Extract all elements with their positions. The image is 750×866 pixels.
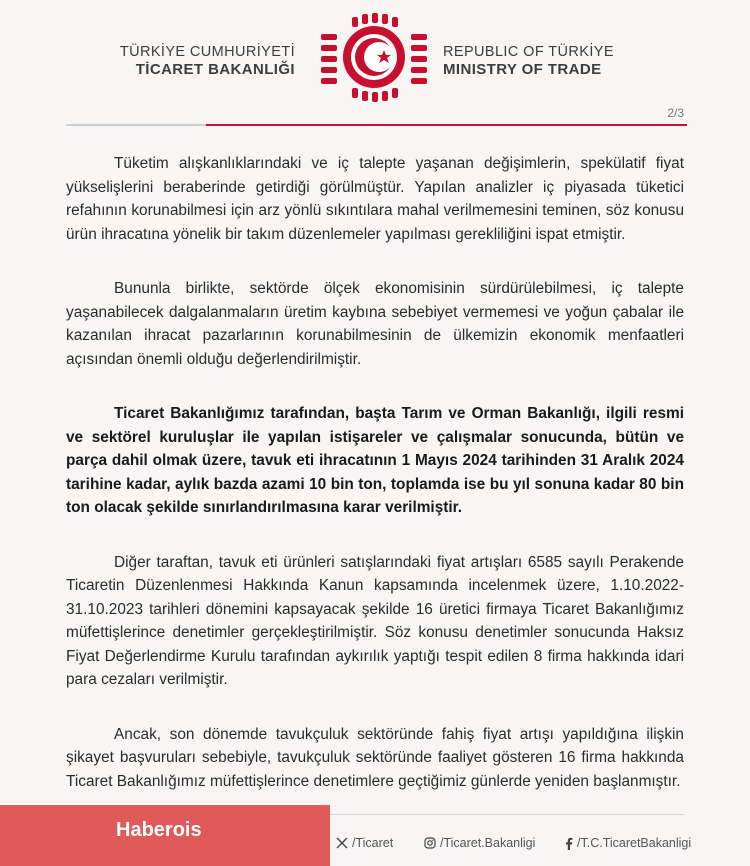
org-en-line2: MINISTRY OF TRADE (443, 61, 602, 78)
facebook-link[interactable] (564, 836, 691, 850)
paragraph: Diğer taraftan, tavuk eti ürünleri satışlarındaki fiyat artışları 6585 sayılı Perakende Ticaretin Düzenlenmesi Hakkında Kanun kapsamında incelenmek üzere, 1.10.2022-31.10.2023 tarihleri dönemini kapsayacak şekilde 16 üretici firmaya Ticaret Bakanlığımız müfettişlerince denetimler gerçekleştirilmiştir. Söz konusu denetimler sonucunda Haksız Fiyat Değerlendirme Kurulu tarafından aykırılık yaptığı tespit edilen 8 firma hakkında idari para cezaları verilmiştir. (66, 553, 684, 688)
org-tr-line2: TİCARET BAKANLIĞI (135, 61, 295, 78)
org-name-turkish (120, 44, 295, 79)
twitter-link[interactable] (336, 836, 393, 850)
page-number: 2/3 (667, 106, 684, 120)
paragraph: Ancak, son dönemde tavukçuluk sektöründe fahiş fiyat artışı yapıldığına ilişkin şikayet başvuruları sebebiyle, tavukçuluk sektöründe faaliyet gösteren 16 firma hakkında Ticaret Bakanlığımız müfettişlerince denetimlere geçtiğimiz günlerde yeniden başlanmıştır. (66, 725, 684, 790)
instagram-link[interactable] (424, 836, 535, 850)
facebook-icon (564, 837, 573, 850)
instagram-icon (424, 837, 436, 849)
org-name-english (443, 44, 614, 79)
ministry-emblem-icon (318, 12, 430, 102)
press-release-body (66, 152, 684, 824)
facebook-handle: /T.C.TicaretBakanligi (577, 836, 692, 850)
x-logo-icon (336, 837, 348, 849)
paragraph: Bununla birlikte, sektörde ölçek ekonomisinin sürdürülebilmesi, iç talepte yaşanabilecek dalgalanmaların üretim kaybına sebebiyet vermemesi ve yoğun çabalar ile kazanılan ihracat pazarlarının korunabilmesinin de ülkemizin ekonomik menfaatleri açısından önemli olduğu değerlendirilmiştir. (66, 280, 684, 368)
twitter-handle: /Ticaret (352, 836, 394, 850)
paragraph: Tüketim alışkanlıklarındaki ve iç talepte yaşanan değişimlerin, spekülatif fiyat yükselişlerini beraberinde getirdiği görülmüştür. Yapılan analizler iç piyasada tüketici refahının korunabilmesi için arz yönlü sıkıntılara mahal verilmemesini teminen, söz konusu ürün ihracatına yönelik bir takım düzenlemeler yapılması gerekliliğini ispat etmiştir. (66, 155, 684, 243)
org-en-line1: REPUBLIC OF TÜRKİYE (443, 44, 614, 60)
letterhead (0, 0, 750, 125)
header-divider-grey (66, 124, 206, 126)
watermark-text: Haberois (116, 819, 202, 841)
watermark-banner (0, 805, 330, 866)
paragraph-decision: Ticaret Bakanlığımız tarafından, başta Tarım ve Orman Bakanlığı, ilgili resmi ve sektörel kuruluşlar ile yapılan istişareler ve çalışmalar sonucunda, bütün ve parça dahil olmak üzere, tavuk eti ihracatının 1 Mayıs 2024 tarihinden 31 Aralık 2024 tarihine kadar, aylık bazda azami 10 bin ton, toplamda ise bu yıl sonuna kadar 80 bin ton olacak şekilde sınırlandırılmasına karar verilmiştir. (66, 405, 684, 516)
org-tr-line1: TÜRKİYE CUMHURİYETİ (119, 44, 295, 60)
instagram-handle: /Ticaret.Bakanligi (440, 836, 536, 850)
header-divider-red (206, 124, 687, 126)
